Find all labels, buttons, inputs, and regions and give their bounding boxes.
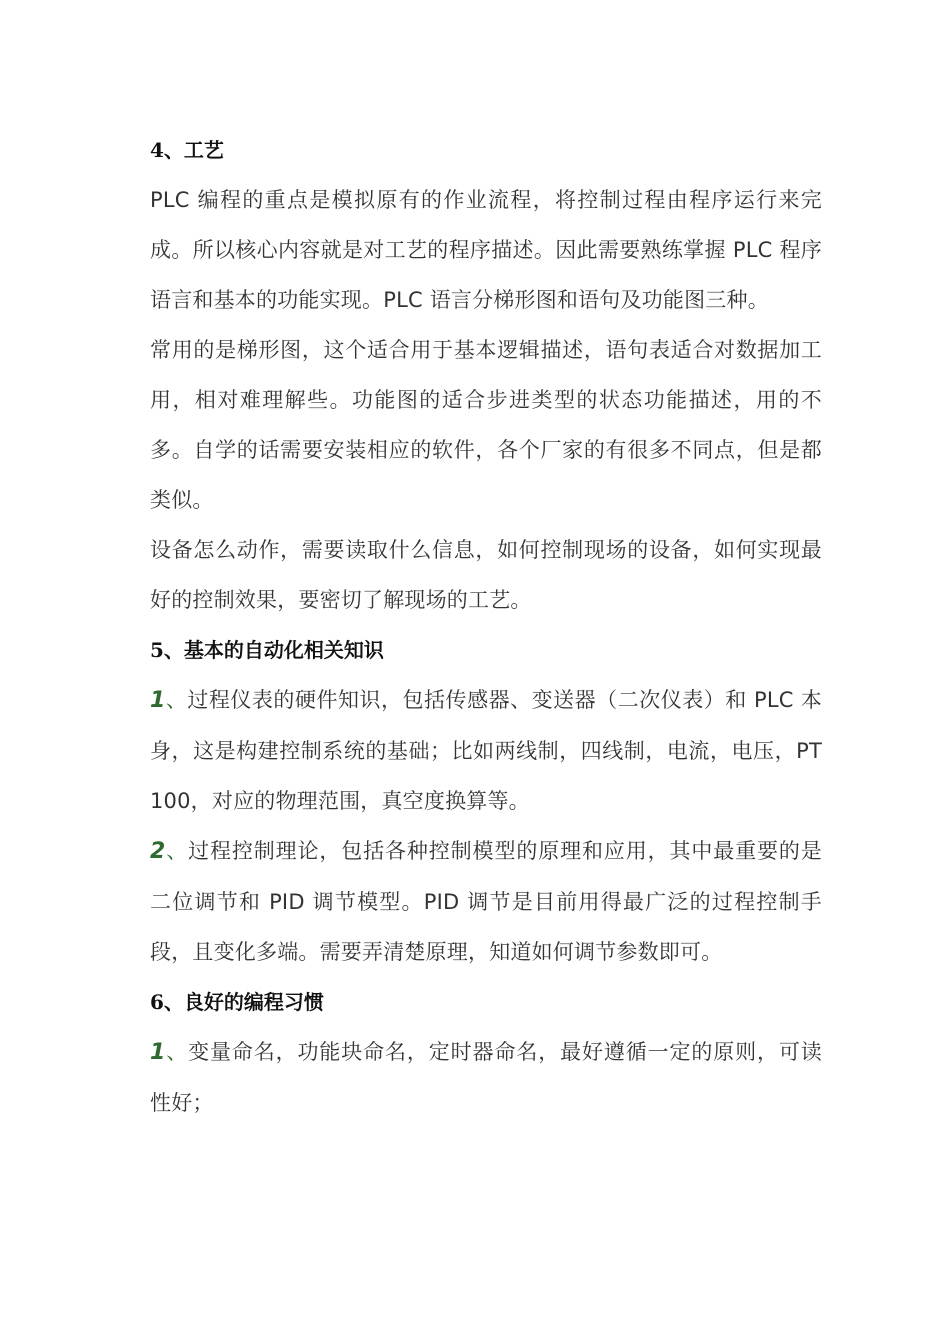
section-5-item-2	[150, 826, 822, 977]
item-text: 过程仪表的硬件知识，包括传感器、变送器（二次仪表）和 PLC 本身，这是构建控制系统的基础；比如两线制，四线制，电流，电压，PT100，对应的物理范围，真空度换算等。	[150, 688, 823, 813]
section-heading-4: 4、工艺	[150, 138, 224, 162]
section-4-paragraph-3: 设备怎么动作，需要读取什么信息，如何控制现场的设备，如何实现最好的控制效果，要密切了解现场的工艺。	[150, 538, 822, 612]
item-text: 过程控制理论，包括各种控制模型的原理和应用，其中最重要的是二位调节和 PID 调节模型。PID 调节是目前用得最广泛的过程控制手段，且变化多端。需要弄清楚原理，知道如何调节参数即可。	[150, 839, 822, 964]
section-6-item-1	[150, 1027, 822, 1128]
section-heading-5: 5、基本的自动化相关知识	[150, 638, 384, 662]
section-4-paragraph-2: 常用的是梯形图，这个适合用于基本逻辑描述，语句表适合对数据加工用，相对难理解些。功能图的适合步进类型的状态功能描述，用的不多。自学的话需要安装相应的软件，各个厂家的有很多不同点，但是都类似。	[150, 338, 822, 512]
document-page	[150, 125, 822, 1128]
item-number: 2	[150, 839, 166, 864]
item-separator: 、	[165, 839, 189, 863]
item-text: 变量命名，功能块命名，定时器命名，最好遵循一定的原则，可读性好；	[150, 1040, 822, 1115]
item-separator: 、	[165, 688, 188, 712]
section-5-item-1	[150, 675, 822, 826]
section-heading-6: 6、良好的编程习惯	[150, 990, 324, 1014]
item-number: 1	[150, 688, 166, 713]
item-separator: 、	[165, 1040, 189, 1064]
item-number: 1	[150, 1040, 166, 1065]
section-4-paragraph-1: PLC 编程的重点是模拟原有的作业流程，将控制过程由程序运行来完成。所以核心内容就是对工艺的程序描述。因此需要熟练掌握 PLC 程序语言和基本的功能实现。PLC 语言分梯形图和语句及功能图三种。	[150, 188, 822, 312]
